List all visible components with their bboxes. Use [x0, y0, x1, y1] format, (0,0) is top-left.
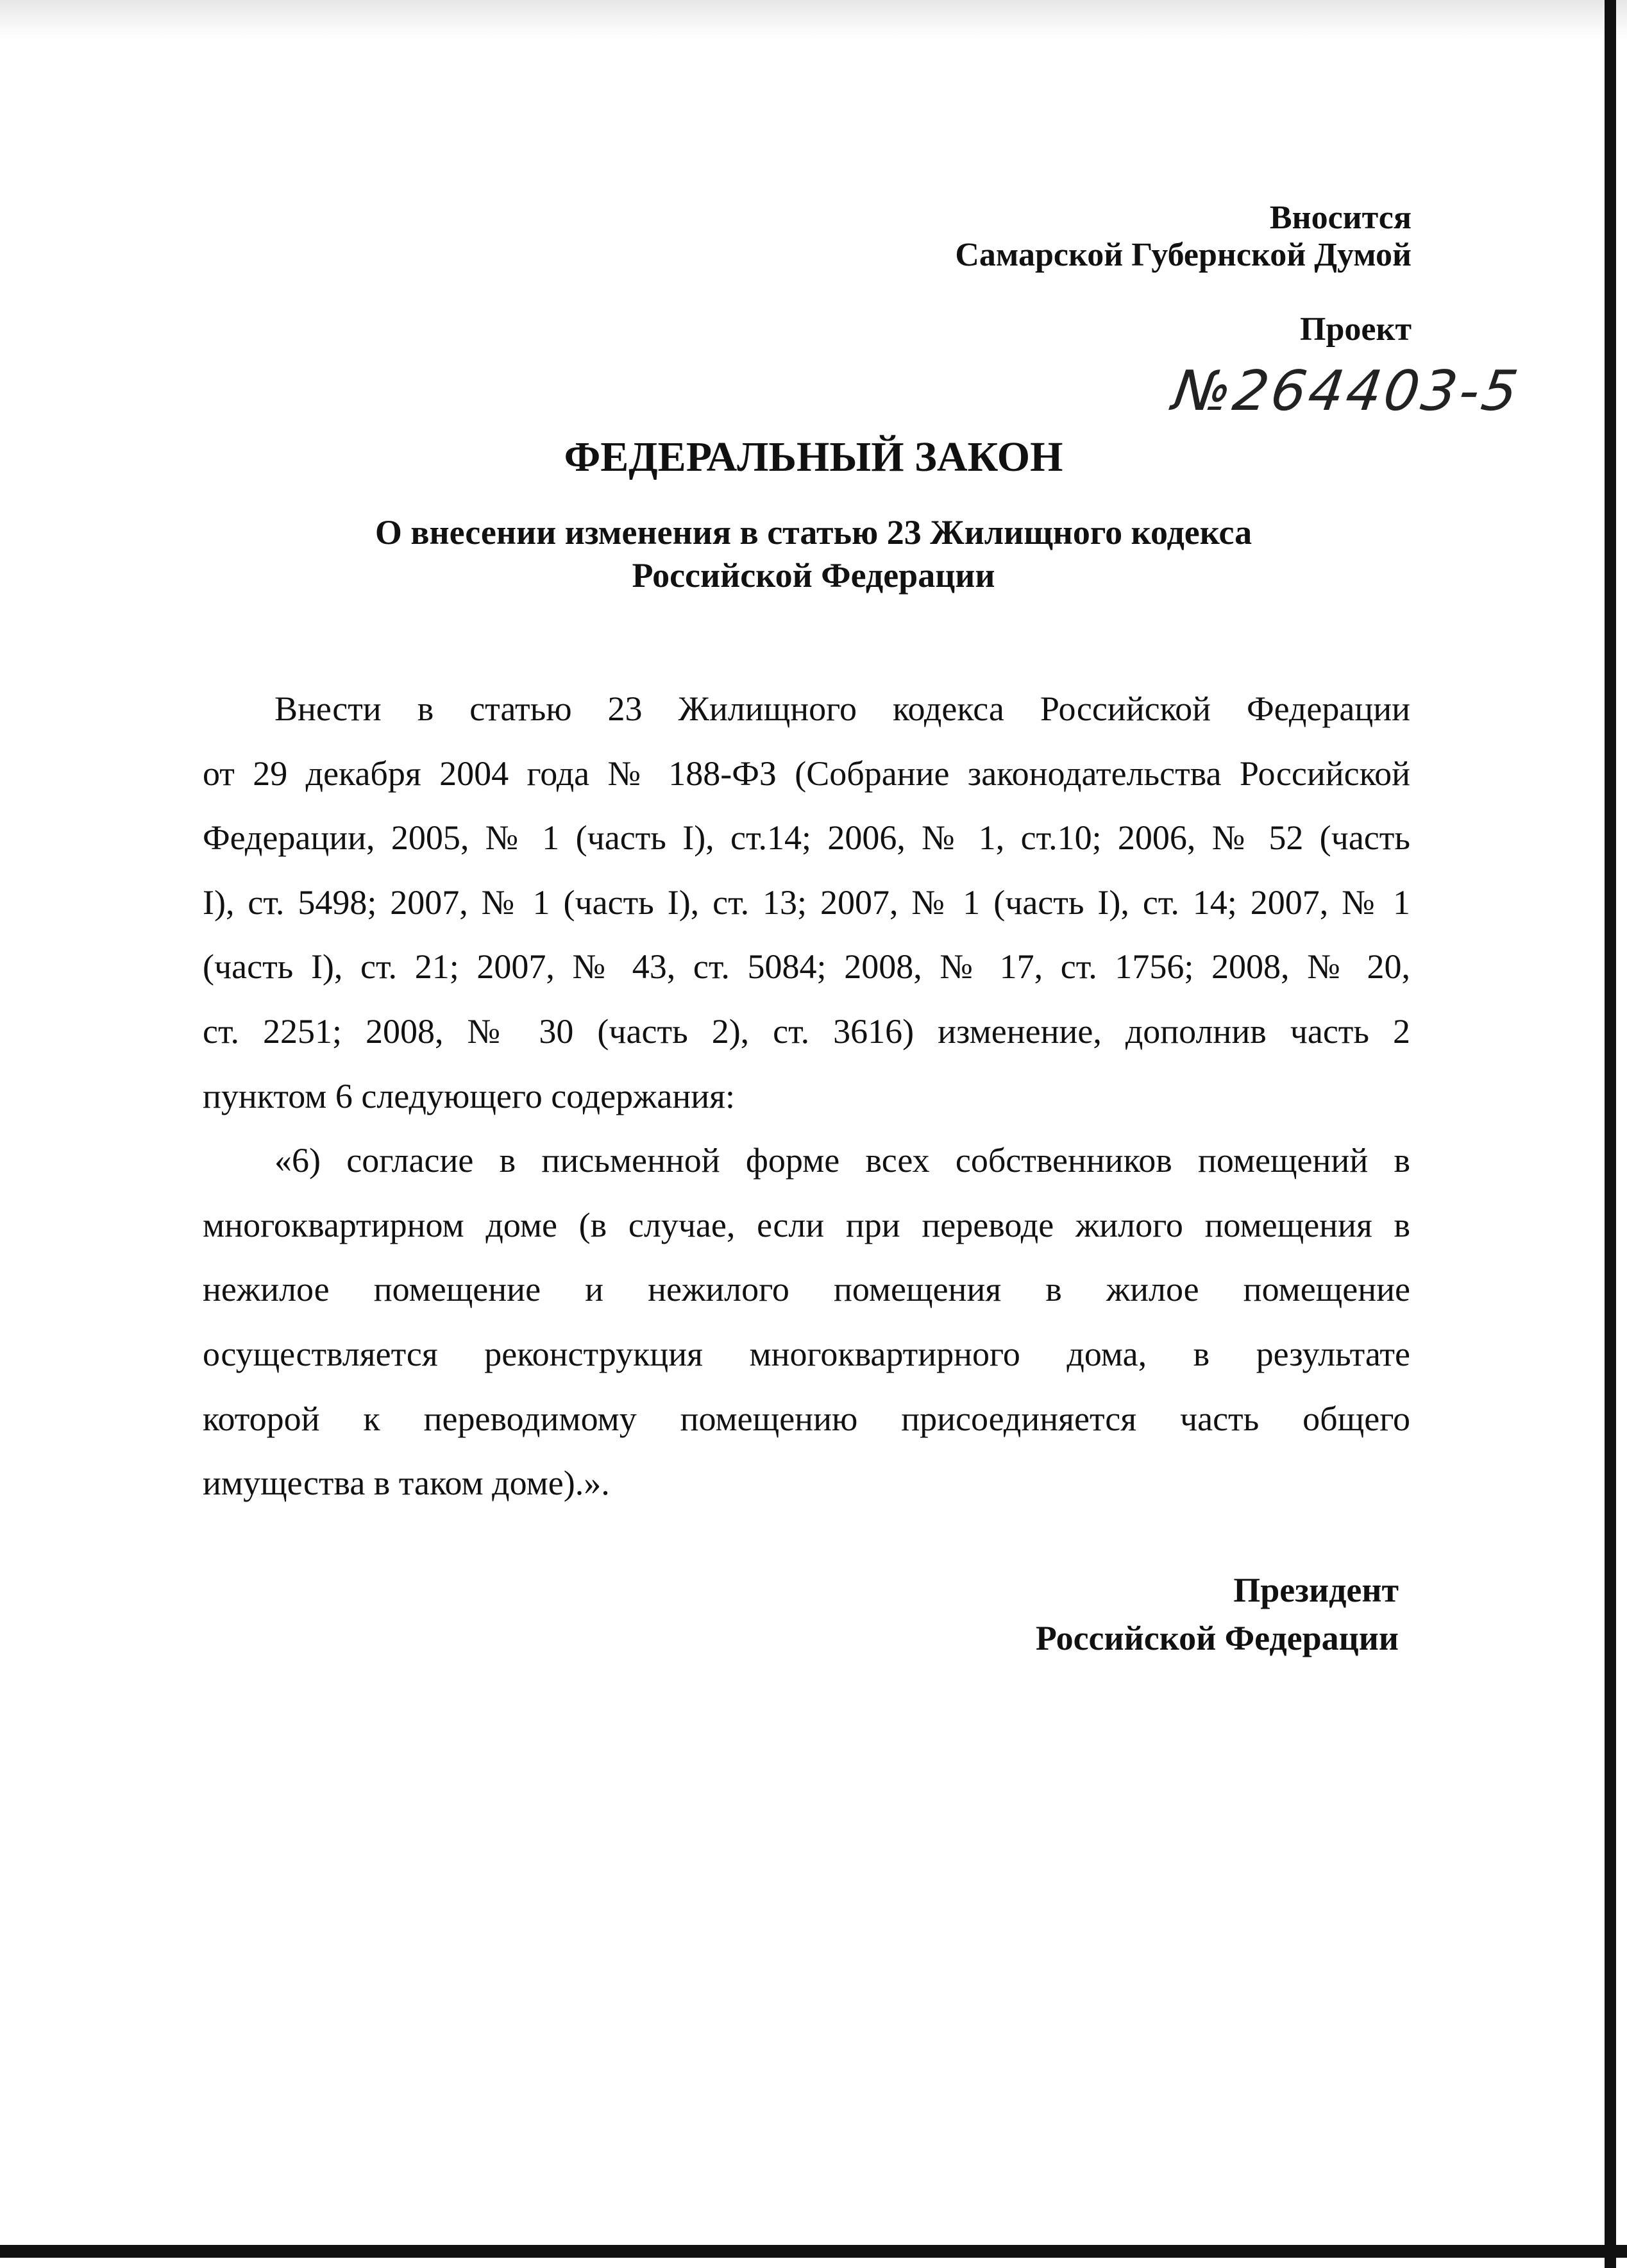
body-line: (часть I), ст. 21; 2007, № 43, ст. 5084; 2008, № 17, ст. 1756; 2008, № 20,: [203, 947, 1410, 986]
subtitle-line: О внесении изменения в статью 23 Жилищного кодекса: [375, 513, 1252, 552]
amendment-line: которой к переводимому помещению присоединяется часть общего: [203, 1399, 1410, 1438]
amendment-line: «6) согласие в письменной форме всех собственников помещений в: [274, 1141, 1410, 1180]
handwritten-registration-number: №264403-5: [1168, 359, 1524, 423]
scan-noise: [0, 0, 1627, 38]
body-line: Внести в статью 23 Жилищного кодекса Российской Федерации: [274, 690, 1410, 728]
submitted-by-body: Самарской Губернской Думой: [955, 237, 1412, 273]
law-body: [203, 677, 1410, 1516]
signature-country: Российской Федерации: [1035, 1619, 1399, 1657]
submitted-by-label: Вносится: [1269, 199, 1412, 236]
body-line: I), ст. 5498; 2007, № 1 (часть I), ст. 13; 2007, № 1 (часть I), ст. 14; 2007, № 1: [203, 883, 1410, 922]
body-line: пунктом 6 следующего содержания:: [203, 1076, 735, 1115]
body-line: Федерации, 2005, № 1 (часть I), ст.14; 2006, № 1, ст.10; 2006, № 52 (часть: [203, 818, 1410, 858]
scan-border-bottom: [0, 2245, 1627, 2258]
document-title: ФЕДЕРАЛЬНЫЙ ЗАКОН: [564, 434, 1063, 480]
body-line: от 29 декабря 2004 года № 188-ФЗ (Собрание законодательства Российской: [203, 754, 1410, 793]
scan-border-right: [1605, 0, 1616, 2268]
body-line: ст. 2251; 2008, № 30 (часть 2), ст. 3616) изменение, дополнив часть 2: [203, 1011, 1410, 1051]
amendment-line: осуществляется реконструкция многоквартирного дома, в результате: [203, 1334, 1410, 1373]
amendment-line: многоквартирном доме (в случае, если при переводе жилого помещения в: [203, 1205, 1410, 1244]
draft-label: Проект: [1300, 311, 1412, 348]
amendment-line: имущества в таком доме).».: [203, 1464, 610, 1503]
signature-title: Президент: [1233, 1571, 1399, 1609]
amendment-line: нежилое помещение и нежилого помещения в жилое помещение: [203, 1270, 1410, 1309]
subtitle-line: Российской Федерации: [632, 556, 995, 595]
